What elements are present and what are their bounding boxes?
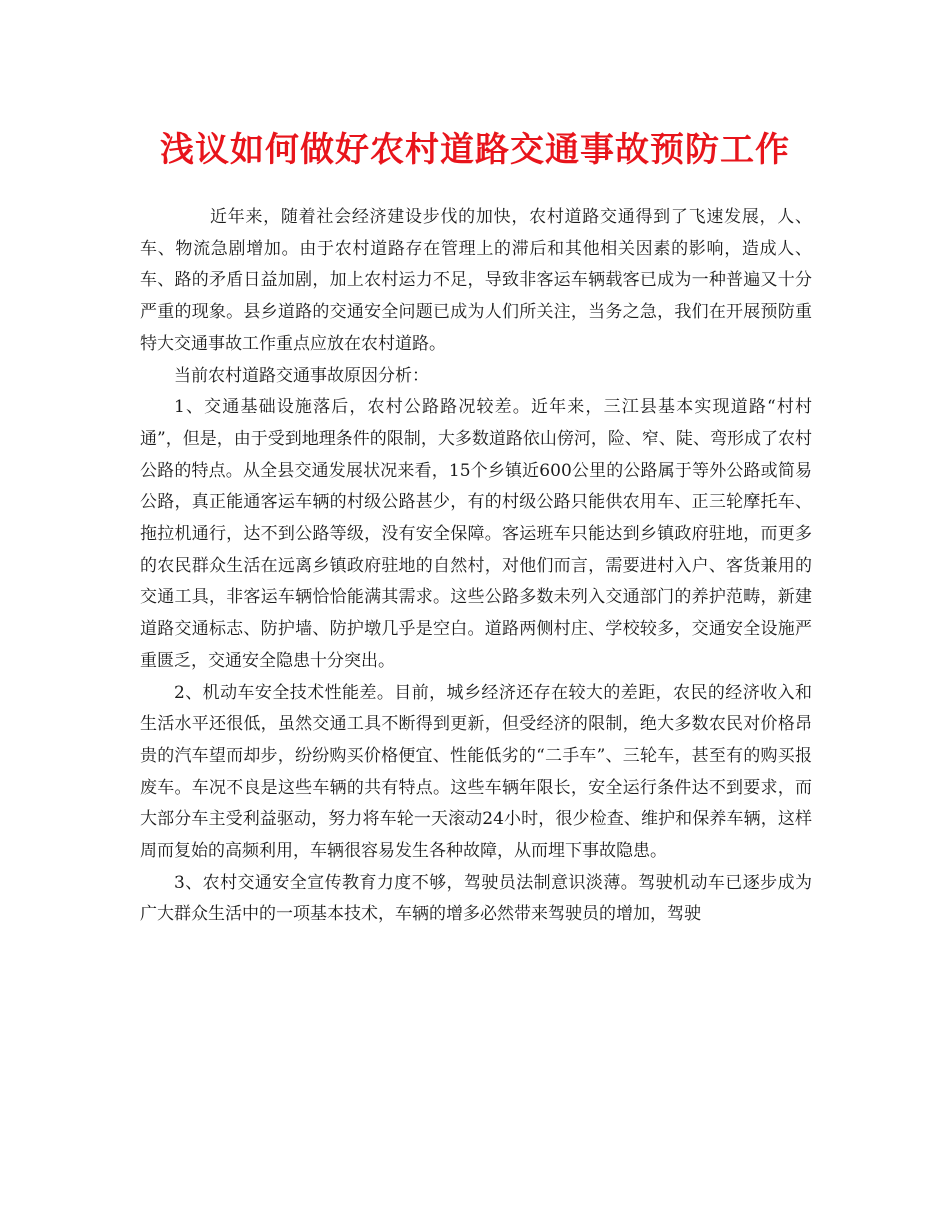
paragraph-intro: 近年来，随着社会经济建设步伐的加快，农村道路交通得到了飞速发展，人、车、物流急剧增加。由于农村道路存在管理上的滞后和其他相关因素的影响，造成人、车、路的矛盾日益加剧，加上农村运力不足，导致非客运车辆载客已成为一种普遍又十分严重的现象。县乡道路的交通安全问题已成为人们所关注，当务之急，我们在开展预防重特大交通事故工作重点应放在农村道路。 bbox=[140, 207, 812, 354]
paragraph-cause-2: 2、机动车安全技术性能差。目前，城乡经济还存在较大的差距，农民的经济收入和生活水平还很低，虽然交通工具不断得到更新，但受经济的限制，绝大多数农民对价格昂贵的汽车望而却步，纷纷购买价格便宜、性能低劣的“二手车”、三轮车，甚至有的购买报废车。车况不良是这些车辆的共有特点。这些车辆年限长，安全运行条件达不到要求，而大部分车主受利益驱动，努力将车轮一天滚动24小时，很少检查、维护和保养车辆，这样周而复始的高频利用，车辆很容易发生各种故障，从而埋下事故隐患。 bbox=[140, 682, 812, 862]
paragraph-cause-1: 1、交通基础设施落后，农村公路路况较差。近年来，三江县基本实现道路“村村通”，但是，由于受到地理条件的限制，大多数道路依山傍河，险、窄、陡、弯形成了农村公路的特点。从全县交通发展状况来看，15个乡镇近600公里的公路属于等外公路或简易公路，真正能通客运车辆的村级公路甚少，有的村级公路只能供农用车、正三轮摩托车、拖拉机通行，达不到公路等级，没有安全保障。客运班车只能达到乡镇政府驻地，而更多的农民群众生活在远离乡镇政府驻地的自然村，对他们而言，需要进村入户、客货兼用的交通工具，非客运车辆恰恰能满其需求。这些公路多数未列入交通部门的养护范畴，新建道路交通标志、防护墙、防护墩几乎是空白。道路两侧村庄、学校较多，交通安全设施严重匮乏，交通安全隐患十分突出。 bbox=[140, 397, 812, 671]
paragraph-cause-3: 3、农村交通安全宣传教育力度不够，驾驶员法制意识淡薄。驾驶机动车已逐步成为广大群众生活中的一项基本技术，车辆的增多必然带来驾驶员的增加，驾驶 bbox=[140, 872, 812, 925]
document-body bbox=[140, 202, 812, 931]
paragraph-analysis-heading: 当前农村道路交通事故原因分析： bbox=[174, 365, 429, 386]
document-title: 浅议如何做好农村道路交通事故预防工作 bbox=[160, 130, 790, 170]
